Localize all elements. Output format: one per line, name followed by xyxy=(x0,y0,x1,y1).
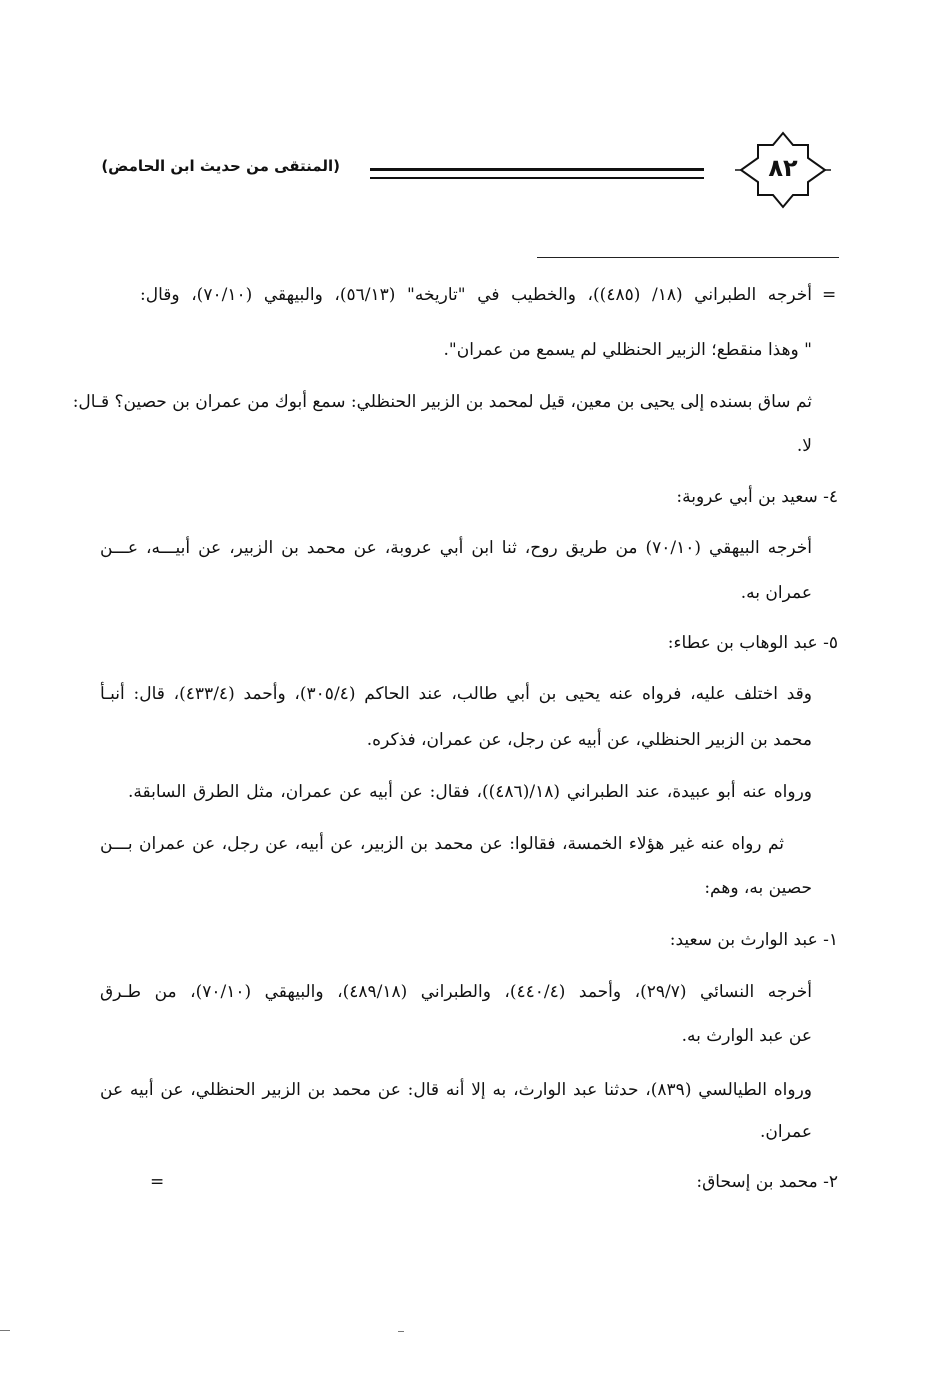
text-line: وقد اختلف عليه، فرواه عنه يحيى بن أبي طالب، عند الحاكم (٣٠٥/٤)، وأحمد (٤٣٣/٤)، قال: أنبـأ xyxy=(100,684,812,704)
page-number: ٨٢ xyxy=(768,154,798,182)
section-heading: ٤- سعيد بن أبي عروبة: xyxy=(676,487,838,507)
section-heading: ١- عبد الوارث بن سعيد: xyxy=(669,930,838,950)
text-line: ثم ساق بسنده إلى يحيى بن معين، قيل لمحمد بن الزبير الحنظلي: سمع أبوك من عمران بن حصين؟ قـال: xyxy=(72,392,812,412)
text-line: محمد بن الزبير الحنظلي، عن أبيه عن رجل، عن عمران، فذكره. xyxy=(366,730,812,750)
text-line: عمران. xyxy=(760,1122,812,1142)
text-line: " وهذا منقطع؛ الزبير الحنظلي لم يسمع من عمران". xyxy=(443,340,812,360)
text-line: ثم رواه عنه غير هؤلاء الخمسة، فقالوا: عن محمد بن الزبير، عن أبيه، عن رجل، عن عمران بـــن xyxy=(100,834,784,854)
text-line: أخرجه النسائي (٢٩/٧)، وأحمد (٤٤٠/٤)، والطبراني (٤٨٩/١٨)، والبيهقي (٧٠/١٠)، من طـرق xyxy=(100,982,812,1002)
page-number-ornament xyxy=(733,130,833,210)
continued-mark: = xyxy=(150,1172,165,1192)
scan-mark xyxy=(0,1330,10,1331)
scan-mark xyxy=(398,1331,404,1332)
section-heading: ٥- عبد الوهاب بن عطاء: xyxy=(667,633,838,653)
text-line: ورواه الطيالسي (٨٣٩)، حدثنا عبد الوارث، به إلا أنه قال: عن محمد بن الزبير الحنظلي، عن أبيه عن xyxy=(100,1080,813,1100)
text-line: أخرجه الطبراني (١٨/ (٤٨٥))، والخطيب في "تاريخه" (٥٦/١٣)، والبيهقي (٧٠/١٠)، وقال: xyxy=(140,285,813,305)
footnote-separator xyxy=(537,257,839,258)
section-heading: ٢- محمد بن إسحاق: xyxy=(696,1172,838,1192)
text-line: عن عبد الوارث به. xyxy=(681,1026,812,1046)
text-line: حصين به، وهم: xyxy=(704,878,812,898)
running-title: (المنتقى من حديث ابن الحامض) xyxy=(101,157,340,175)
text-line: لا. xyxy=(796,436,812,456)
continuation-mark: = xyxy=(822,285,837,305)
text-line: عمران به. xyxy=(740,583,812,603)
text-line: أخرجه البيهقي (٧٠/١٠) من طريق روح، ثنا ابن أبي عروبة، عن محمد بن الزبير، عن أبيـــه، عـــن xyxy=(100,538,812,558)
header-rule xyxy=(370,168,704,179)
text-line: ورواه عنه أبو عبيدة، عند الطبراني (١٨/(٤٨٦))، فقال: عن أبيه عن عمران، مثل الطرق السابقة. xyxy=(128,782,812,802)
